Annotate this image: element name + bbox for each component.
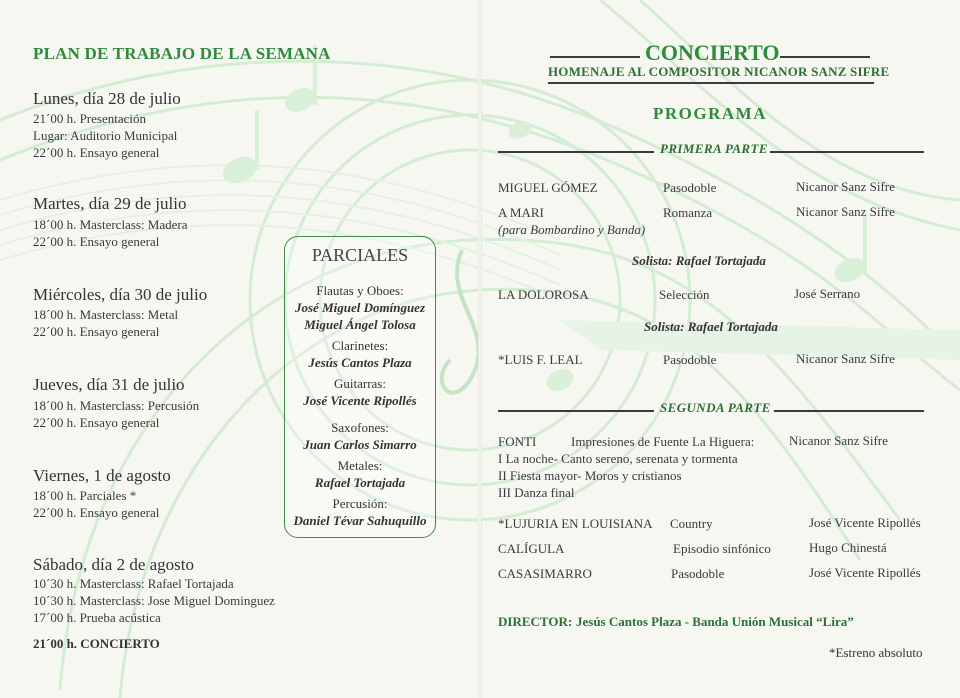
work-title: CALÍGULA — [498, 541, 565, 556]
subtitle-rule — [548, 82, 874, 84]
work-composer: Nicanor Sanz Sifre — [796, 179, 895, 194]
teacher-name: José Vicente Ripollés — [303, 393, 417, 408]
work-title: MIGUEL GÓMEZ — [498, 180, 598, 195]
work-genre: Pasodoble — [671, 566, 725, 581]
schedule-item: 10´30 h. Masterclass: Rafael Tortajada — [33, 576, 234, 591]
premiere-note: *Estreno absoluto — [829, 645, 923, 660]
day-heading: Jueves, día 31 de julio — [33, 375, 185, 394]
part-rule-right — [774, 410, 924, 412]
work-title: *LUJURIA EN LOUISIANA — [498, 516, 653, 531]
movement: III Danza final — [498, 485, 575, 500]
schedule-item: 18´00 h. Masterclass: Metal — [33, 307, 179, 322]
work-title: A MARI — [498, 205, 544, 220]
parciales-box — [284, 236, 436, 538]
part-rule-right — [770, 151, 924, 153]
work-genre: Impresiones de Fuente La Higuera: — [571, 434, 755, 449]
schedule-item: 10´30 h. Masterclass: Jose Miguel Dominguez — [33, 593, 275, 608]
movement: II Fiesta mayor- Moros y cristianos — [498, 468, 682, 483]
work-genre: Episodio sinfónico — [673, 541, 771, 556]
work-genre: Selección — [659, 287, 710, 302]
teacher-name: Rafael Tortajada — [314, 475, 406, 490]
work-note: (para Bombardino y Banda) — [498, 222, 646, 237]
work-composer: José Vicente Ripollés — [809, 515, 921, 530]
week-plan-title: PLAN DE TRABAJO DE LA SEMANA — [33, 44, 331, 63]
instrument-label: Flautas y Oboes: — [316, 283, 404, 298]
work-genre: Pasodoble — [663, 352, 717, 367]
page-fold — [478, 0, 482, 698]
part-rule-left — [498, 151, 654, 153]
work-genre: Romanza — [663, 205, 713, 220]
work-composer: José Serrano — [794, 286, 861, 301]
work-composer: Nicanor Sanz Sifre — [796, 204, 895, 219]
programa-heading: PROGRAMA — [653, 104, 767, 123]
work-title: FONTI — [498, 434, 537, 449]
teacher-name: José Miguel Domínguez — [294, 300, 425, 315]
teacher-name: Jesús Cantos Plaza — [308, 355, 412, 370]
director-label: DIRECTOR: — [498, 614, 573, 629]
day-heading: Sábado, día 2 de agosto — [33, 555, 194, 574]
concert-subtitle: HOMENAJE AL COMPOSITOR NICANOR SANZ SIFRE — [548, 64, 890, 79]
schedule-item: 22´00 h. Ensayo general — [33, 234, 160, 249]
schedule-item: 22´00 h. Ensayo general — [33, 415, 160, 430]
work-title: *LUIS F. LEAL — [498, 352, 583, 367]
schedule-item: 22´00 h. Ensayo general — [33, 324, 160, 339]
teacher-name: Juan Carlos Simarro — [303, 437, 417, 452]
day-heading: Martes, día 29 de julio — [33, 194, 187, 213]
instrument-label: Percusión: — [332, 496, 388, 511]
day-heading: Lunes, día 28 de julio — [33, 89, 181, 108]
day-heading: Viernes, 1 de agosto — [33, 466, 171, 485]
teacher-name: Miguel Ángel Tolosa — [304, 317, 416, 332]
final-concert-item: 21´00 h. CONCIERTO — [33, 636, 160, 651]
instrument-label: Saxofones: — [331, 420, 389, 435]
teacher-name: Daniel Tévar Sahuquillo — [293, 513, 427, 528]
instrument-label: Clarinetes: — [331, 338, 389, 353]
work-genre: Country — [670, 516, 713, 531]
schedule-item: 22´00 h. Ensayo general — [33, 145, 160, 160]
day-heading: Miércoles, día 30 de julio — [33, 285, 208, 304]
schedule-item: 18´00 h. Masterclass: Percusión — [33, 398, 200, 413]
director-value: Jesús Cantos Plaza - Banda Unión Musical “Lira” — [576, 614, 854, 629]
first-part-heading: PRIMERA PARTE — [660, 141, 768, 156]
work-title: LA DOLOROSA — [498, 287, 589, 302]
parciales-title: PARCIALES — [311, 245, 409, 265]
work-title: CASASIMARRO — [498, 566, 592, 581]
soloist: Solista: Rafael Tortajada — [644, 319, 778, 334]
concert-title: CONCIERTO — [645, 40, 780, 65]
title-rule-left — [550, 56, 640, 58]
schedule-item: 17´00 h. Prueba acústica — [33, 610, 161, 625]
instrument-label: Metales: — [337, 458, 383, 473]
work-composer: Nicanor Sanz Sifre — [789, 433, 888, 448]
schedule-item: 18´00 h. Parciales * — [33, 488, 137, 503]
movement: I La noche- Canto sereno, serenata y tormenta — [498, 451, 738, 466]
schedule-item: 21´00 h. Presentación — [33, 111, 147, 126]
schedule-item: 18´00 h. Masterclass: Madera — [33, 217, 188, 232]
part-rule-left — [498, 410, 654, 412]
schedule-item: 22´00 h. Ensayo general — [33, 505, 160, 520]
second-part-heading: SEGUNDA PARTE — [660, 400, 771, 415]
work-composer: José Vicente Ripollés — [809, 565, 921, 580]
work-composer: Nicanor Sanz Sifre — [796, 351, 895, 366]
title-rule-right — [780, 56, 870, 58]
soloist: Solista: Rafael Tortajada — [632, 253, 766, 268]
work-genre: Pasodoble — [663, 180, 717, 195]
work-composer: Hugo Chinestá — [809, 540, 887, 555]
schedule-item: Lugar: Auditorio Municipal — [33, 128, 178, 143]
instrument-label: Guitarras: — [334, 376, 386, 391]
